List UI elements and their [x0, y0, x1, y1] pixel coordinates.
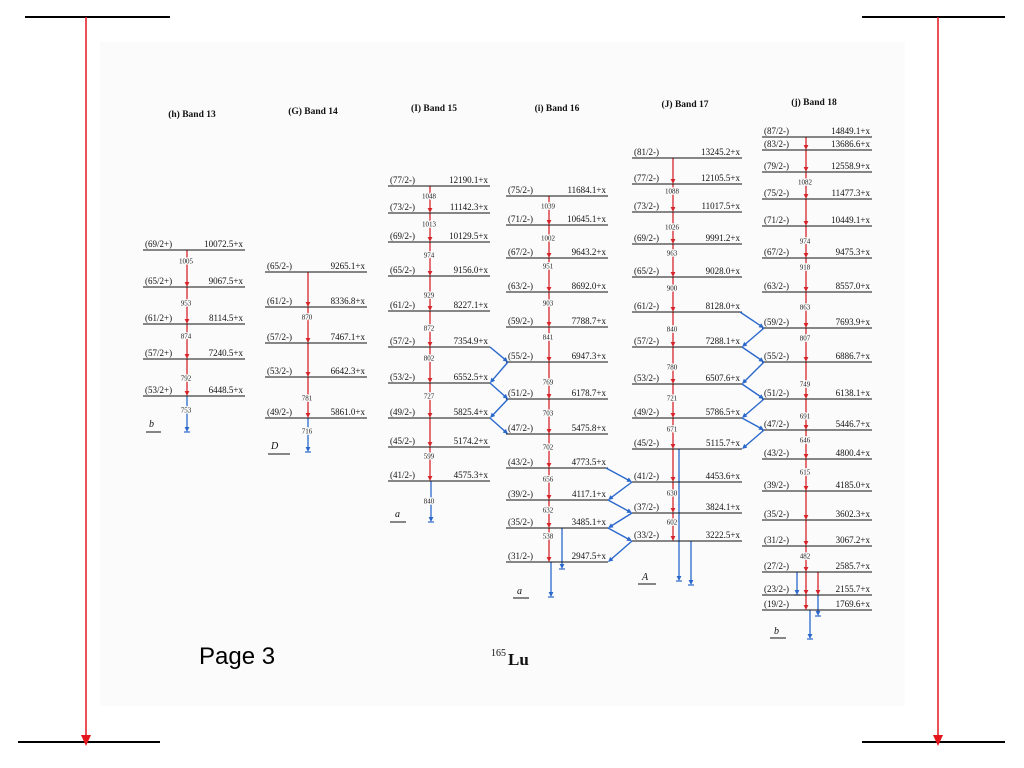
level-spin: (63/2-) — [764, 281, 789, 291]
level-spin: (73/2-) — [634, 201, 659, 211]
level-energy: 8114.5+x — [209, 313, 243, 323]
level-spin: (57/2-) — [390, 336, 415, 346]
level-spin: (57/2+) — [145, 348, 173, 358]
level-energy: 8692.0+x — [571, 281, 606, 291]
band-label: b — [149, 419, 154, 430]
level-spin: (81/2-) — [634, 147, 659, 157]
level-energy: 2155.7+x — [835, 584, 870, 594]
transition-energy: 840 — [666, 325, 678, 334]
transition-energy: 1005 — [179, 257, 193, 266]
transition-energy: 1002 — [541, 234, 555, 243]
level-spin: (57/2-) — [267, 332, 292, 342]
level-spin: (51/2-) — [508, 388, 533, 398]
level-energy: 10129.5+x — [449, 231, 488, 241]
level-spin: (71/2-) — [508, 214, 533, 224]
band-title: (J) Band 17 — [661, 100, 709, 110]
transition-energy: 792 — [180, 374, 192, 383]
level-energy: 9156.0+x — [453, 265, 488, 275]
level-energy: 4800.4+x — [835, 448, 870, 458]
level-spin: (51/2-) — [764, 388, 789, 398]
level-energy: 11142.3+x — [449, 202, 488, 212]
level-spin: (43/2-) — [508, 457, 533, 467]
level-spin: (61/2+) — [145, 313, 173, 323]
transition-energy: 727 — [423, 392, 435, 401]
level-energy: 6552.5+x — [453, 372, 488, 382]
level-energy: 11684.1+x — [567, 185, 606, 195]
level-spin: (75/2-) — [764, 188, 789, 198]
level-energy: 8128.0+x — [705, 301, 740, 311]
level-spin: (69/2+) — [145, 239, 173, 249]
transition-energy: 802 — [423, 354, 435, 363]
level-energy: 3222.5+x — [705, 530, 740, 540]
level-energy: 6448.5+x — [208, 385, 243, 395]
level-spin: (65/2-) — [390, 265, 415, 275]
transition-energy: 903 — [542, 299, 554, 308]
band-title: (i) Band 16 — [534, 104, 580, 114]
level-energy: 9028.0+x — [705, 266, 740, 276]
transition-energy: 716 — [301, 427, 313, 436]
level-energy: 7240.5+x — [208, 348, 243, 358]
level-energy: 3602.3+x — [835, 509, 870, 519]
level-energy: 4117.1+x — [572, 489, 606, 499]
level-spin: (75/2-) — [508, 185, 533, 195]
transition-energy: 1082 — [798, 178, 812, 187]
level-spin: (49/2-) — [390, 407, 415, 417]
transition-energy: 1088 — [665, 187, 679, 196]
level-energy: 12105.5+x — [701, 173, 740, 183]
level-spin: (39/2-) — [508, 489, 533, 499]
level-energy: 4453.6+x — [705, 471, 740, 481]
transition-energy: 599 — [423, 452, 435, 461]
level-spin: (41/2-) — [634, 471, 659, 481]
level-spin: (31/2-) — [508, 551, 533, 561]
level-energy: 7467.1+x — [330, 332, 365, 342]
level-energy: 5786.5+x — [705, 407, 740, 417]
level-energy: 12190.1+x — [449, 175, 488, 185]
level-spin: (61/2-) — [390, 300, 415, 310]
level-spin: (77/2-) — [634, 173, 659, 183]
level-energy: 6138.1+x — [835, 388, 870, 398]
transition-energy: 632 — [542, 506, 554, 515]
level-energy: 13245.2+x — [701, 147, 740, 157]
level-energy: 4773.5+x — [571, 457, 606, 467]
level-energy: 5115.7+x — [706, 438, 740, 448]
level-energy: 10449.1+x — [831, 215, 870, 225]
level-spin: (43/2-) — [764, 448, 789, 458]
level-spin: (39/2-) — [764, 480, 789, 490]
level-spin: (87/2-) — [764, 126, 789, 136]
transition-energy: 482 — [799, 552, 811, 561]
transition-energy: 656 — [542, 475, 554, 484]
level-spin: (67/2-) — [508, 247, 533, 257]
level-spin: (59/2-) — [764, 317, 789, 327]
level-spin: (45/2-) — [634, 438, 659, 448]
transition-energy: 538 — [542, 532, 554, 541]
transition-energy: 615 — [799, 468, 811, 477]
transition-energy: 1026 — [665, 223, 679, 232]
level-energy: 11017.5+x — [701, 201, 740, 211]
level-spin: (63/2-) — [508, 281, 533, 291]
transition-energy: 1013 — [422, 220, 436, 229]
level-energy: 5825.4+x — [453, 407, 488, 417]
level-spin: (69/2-) — [634, 233, 659, 243]
transition-energy: 749 — [799, 380, 811, 389]
band-label: b — [774, 626, 779, 637]
level-spin: (53/2-) — [634, 373, 659, 383]
level-energy: 8227.1+x — [453, 300, 488, 310]
transition-energy: 807 — [799, 334, 811, 343]
level-energy: 6947.3+x — [571, 351, 606, 361]
level-energy: 7788.7+x — [571, 316, 606, 326]
level-energy: 3824.1+x — [705, 502, 740, 512]
level-spin: (83/2-) — [764, 139, 789, 149]
band-title: (j) Band 18 — [791, 98, 837, 108]
level-spin: (31/2-) — [764, 535, 789, 545]
level-spin: (77/2-) — [390, 175, 415, 185]
transition-energy: 1039 — [541, 202, 555, 211]
level-spin: (19/2-) — [764, 599, 789, 609]
level-energy: 9991.2+x — [705, 233, 740, 243]
level-energy: 8336.8+x — [330, 296, 365, 306]
transition-energy: 863 — [799, 303, 811, 312]
transition-energy: 769 — [542, 378, 554, 387]
level-spin: (55/2-) — [508, 351, 533, 361]
level-spin: (79/2-) — [764, 161, 789, 171]
band-title: (h) Band 13 — [168, 110, 216, 120]
transition-energy: 721 — [666, 394, 678, 403]
band-title: (G) Band 14 — [288, 107, 338, 117]
transition-energy: 702 — [542, 443, 554, 452]
transition-energy: 753 — [180, 406, 192, 415]
level-spin: (69/2-) — [390, 231, 415, 241]
transition-energy: 840 — [423, 497, 435, 506]
transition-energy: 1048 — [422, 192, 436, 201]
level-energy: 1769.6+x — [835, 599, 870, 609]
level-energy: 6178.7+x — [571, 388, 606, 398]
transition-energy: 963 — [666, 249, 678, 258]
frame-left-arrow-head — [81, 735, 91, 746]
level-spin: (33/2-) — [634, 530, 659, 540]
page-label: Page 3 — [199, 643, 276, 670]
level-energy: 5475.8+x — [571, 423, 606, 433]
level-spin: (67/2-) — [764, 247, 789, 257]
level-energy: 2947.5+x — [571, 551, 606, 561]
transition-energy: 691 — [799, 412, 811, 421]
level-spin: (37/2-) — [634, 502, 659, 512]
transition-energy: 974 — [423, 251, 435, 260]
transition-energy: 929 — [423, 291, 435, 300]
level-energy: 6886.7+x — [835, 351, 870, 361]
level-energy: 10072.5+x — [204, 239, 243, 249]
level-spin: (65/2-) — [267, 261, 292, 271]
level-energy: 4575.3+x — [453, 470, 488, 480]
level-spin: (35/2-) — [764, 509, 789, 519]
level-energy: 5446.7+x — [835, 419, 870, 429]
frame-right-arrow-head — [933, 735, 943, 746]
level-spin: (41/2-) — [390, 470, 415, 480]
transition-energy: 870 — [301, 313, 313, 322]
level-energy: 11477.3+x — [831, 188, 870, 198]
transition-energy: 781 — [301, 394, 313, 403]
level-energy: 9265.1+x — [330, 261, 365, 271]
transition-energy: 953 — [180, 299, 192, 308]
band-label: a — [395, 509, 400, 520]
transition-energy: 671 — [666, 425, 678, 434]
level-energy: 10645.1+x — [567, 214, 606, 224]
level-energy: 7693.9+x — [835, 317, 870, 327]
level-spin: (61/2-) — [634, 301, 659, 311]
transition-energy: 900 — [666, 284, 678, 293]
transition-energy: 974 — [799, 237, 811, 246]
nucleus-symbol: Lu — [508, 650, 529, 669]
level-energy: 3485.1+x — [571, 517, 606, 527]
level-spin: (53/2+) — [145, 385, 173, 395]
transition-energy: 874 — [180, 332, 192, 341]
level-spin: (53/2-) — [267, 366, 292, 376]
level-spin: (35/2-) — [508, 517, 533, 527]
transition-energy: 646 — [799, 436, 811, 445]
transition-energy: 872 — [423, 324, 435, 333]
level-energy: 9475.3+x — [835, 247, 870, 257]
transition-energy: 951 — [542, 262, 554, 271]
transition-energy: 703 — [542, 409, 554, 418]
nucleus-mass-number: 165 — [491, 648, 506, 659]
band-label: A — [642, 572, 649, 583]
level-energy: 6642.3+x — [330, 366, 365, 376]
level-energy: 8557.0+x — [835, 281, 870, 291]
level-spin: (65/2+) — [145, 276, 173, 286]
level-energy: 3067.2+x — [835, 535, 870, 545]
level-energy: 14849.1+x — [831, 126, 870, 136]
level-spin: (27/2-) — [764, 561, 789, 571]
level-energy: 12558.9+x — [831, 161, 870, 171]
level-spin: (71/2-) — [764, 215, 789, 225]
level-spin: (55/2-) — [764, 351, 789, 361]
band-label: D — [271, 441, 279, 452]
level-spin: (57/2-) — [634, 336, 659, 346]
band-label: a — [517, 586, 522, 597]
level-spin: (53/2-) — [390, 372, 415, 382]
transition-energy: 918 — [799, 263, 811, 272]
level-energy: 13686.6+x — [831, 139, 870, 149]
level-spin: (23/2-) — [764, 584, 789, 594]
level-spin: (49/2-) — [634, 407, 659, 417]
level-spin: (61/2-) — [267, 296, 292, 306]
level-spin: (45/2-) — [390, 436, 415, 446]
level-energy: 4185.0+x — [835, 480, 870, 490]
level-energy: 7288.1+x — [705, 336, 740, 346]
transition-energy: 630 — [666, 489, 678, 498]
level-spin: (65/2-) — [634, 266, 659, 276]
level-spin: (47/2-) — [764, 419, 789, 429]
level-energy: 6507.6+x — [705, 373, 740, 383]
transition-energy: 602 — [666, 518, 678, 527]
level-energy: 9067.5+x — [208, 276, 243, 286]
level-spin: (47/2-) — [508, 423, 533, 433]
level-spin: (73/2-) — [390, 202, 415, 212]
level-energy: 7354.9+x — [453, 336, 488, 346]
level-energy: 5174.2+x — [453, 436, 488, 446]
level-energy: 2585.7+x — [835, 561, 870, 571]
transition-energy: 841 — [542, 333, 554, 342]
transition-energy: 780 — [666, 363, 678, 372]
level-spin: (59/2-) — [508, 316, 533, 326]
level-energy: 9643.2+x — [571, 247, 606, 257]
band-title: (I) Band 15 — [411, 104, 457, 114]
level-energy: 5861.0+x — [330, 407, 365, 417]
level-spin: (49/2-) — [267, 407, 292, 417]
